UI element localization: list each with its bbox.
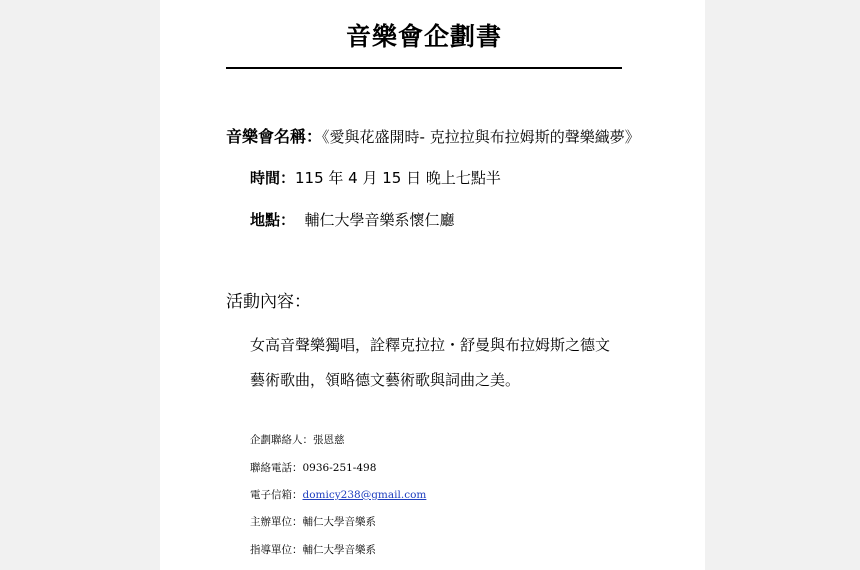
organizer-value: 輔仁大學音樂系 [302,516,376,528]
advisor-label: 指導單位： [250,544,303,556]
contact-email-label: 電子信箱： [250,489,303,501]
contact-email-line [250,488,426,502]
concert-time-value: 115 年 4 月 15 日 晚上七點半 [295,169,501,187]
concert-place-line [250,210,455,230]
activity-paragraph-line-2: 藝術歌曲，領略德文藝術歌與詞曲之美。 [250,371,521,389]
contact-planner-line [250,433,345,447]
page-title: 音樂會企劃書 [345,22,502,51]
concert-place-value: 輔仁大學音樂系懷仁廳 [295,211,455,229]
contact-planner-label: 企劃聯絡人： [250,434,313,446]
advisor-line [250,543,376,557]
activity-paragraph-line-1: 女高音聲樂獨唱，詮釋克拉拉・舒曼與布拉姆斯之德文 [250,336,611,354]
contact-phone-label: 聯絡電話： [250,462,303,474]
organizer-label: 主辦單位： [250,516,303,528]
contact-email-link[interactable]: domicy238@gmail.com [302,489,427,501]
contact-phone-line [250,461,376,475]
concert-name-label: 音樂會名稱： [226,127,323,146]
title-underline [226,67,622,69]
contact-planner-value: 張恩慈 [313,434,345,446]
concert-name-value: 《愛與花盛開時- 克拉拉與布拉姆斯的聲樂織夢》 [322,128,640,146]
concert-time-label: 時間： [250,169,296,187]
document-page [160,0,705,570]
contact-phone-value: 0936-251-498 [302,462,377,474]
advisor-value: 輔仁大學音樂系 [302,544,376,556]
activity-heading: 活動內容： [226,292,311,312]
concert-name-line [226,127,640,147]
organizer-line [250,515,376,529]
concert-time-line [250,168,501,188]
concert-place-label: 地點： [250,211,296,229]
